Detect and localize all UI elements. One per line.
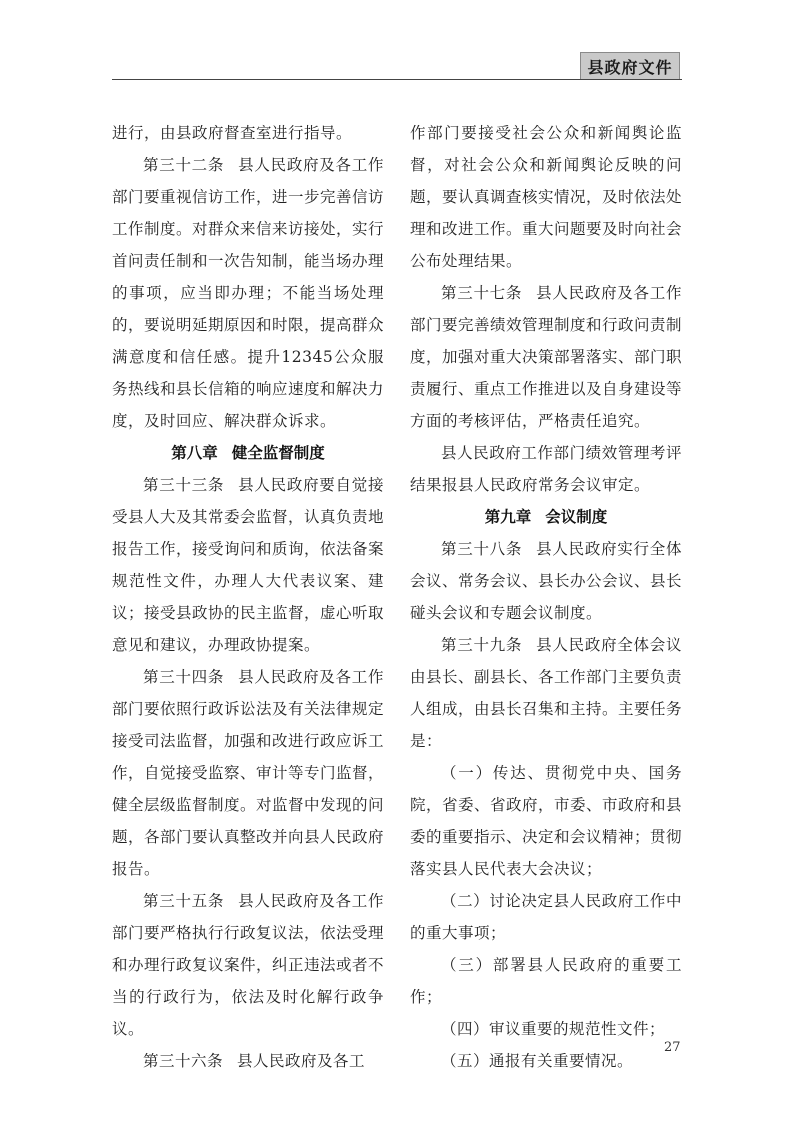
running-header-title: 县政府文件 (580, 52, 680, 80)
article-number: 第三十三条 (143, 476, 225, 494)
page-number: 27 (664, 1040, 681, 1055)
paragraph: 县人民政府工作部门绩效管理考评结果报县人民政府常务会议审定。 (410, 444, 682, 494)
list-item: （五）通报有关重要情况。 (441, 1052, 634, 1070)
chapter-number: 第八章 (171, 444, 218, 462)
article-text: 县人民政府及各工作部门要重视信访工作，进一步完善信访工作制度。对群众来信来访接处，实行首问责任制和一次告知制，能当场办理的事项，应当即办理；不能当场处理的，要说明延期原因和时限，提高群众满意度和信任感。提升12345公众服务热线和县长信箱的响应速度和解决力度，及时回应、解决群众诉求。 (112, 156, 385, 430)
article-text: 县人民政府要自觉接受县人大及其常委会监督，认真负责地报告工作，接受询问和质询，依法备案规范性文件，办理人大代表议案、建议；接受县政协的民主监督，虚心听取意见和建议，办理政协提案。 (112, 476, 385, 654)
list-item: （一）传达、贯彻党中央、国务院，省委、省政府，市委、市政府和县委的重要指示、决定和会议精神；贯彻落实县人民代表大会决议； (410, 764, 683, 878)
article-number: 第三十七条 (441, 284, 523, 302)
article-36 (112, 1045, 384, 1077)
article-number: 第三十八条 (441, 540, 523, 558)
article-number: 第三十二条 (143, 156, 225, 174)
article-33 (112, 469, 384, 661)
right-column (410, 117, 682, 1077)
header-rule (112, 79, 682, 80)
left-column (112, 117, 384, 1077)
article-38 (410, 533, 682, 629)
article-37 (410, 277, 682, 437)
chapter-title: 健全监督制度 (231, 444, 325, 462)
list-item: （二）讨论决定县人民政府工作中的重大事项； (410, 892, 682, 942)
article-35 (112, 885, 384, 1045)
article-text: 县人民政府及各工作部门要完善绩效管理制度和行政问责制度，加强对重大决策部署落实、部门职责履行、重点工作推进以及自身建设等方面的考核评估，严格责任追究。 (410, 284, 683, 430)
paragraph: 进行，由县政府督查室进行指导。 (112, 124, 353, 142)
article-text: 县人民政府实行全体会议、常务会议、县长办公会议、县长碰头会议和专题会议制度。 (410, 540, 683, 622)
chapter-heading (410, 501, 682, 533)
article-number: 第三十四条 (143, 668, 225, 686)
chapter-heading (112, 437, 384, 469)
article-text: 县人民政府及各工作部门要依照行政诉讼法及有关法律规定接受司法监督，加强和改进行政应诉工作，自觉接受监察、审计等专门监督，健全层级监督制度。对监督中发现的问题，各部门要认真整改并向县人民政府报告。 (112, 668, 385, 878)
article-32 (112, 149, 384, 437)
paragraph-continuation: 作部门要接受社会公众和新闻舆论监督，对社会公众和新闻舆论反映的问题，要认真调查核实情况，及时依法处理和改进工作。重大问题要及时向社会公布处理结果。 (410, 124, 683, 270)
article-number: 第三十五条 (143, 892, 225, 910)
article-number: 第三十九条 (441, 636, 523, 654)
article-text: 县人民政府及各工作部门要严格执行行政复议法，依法受理和办理行政复议案件，纠正违法或者不当的行政行为，依法及时化解行政争议。 (112, 892, 385, 1038)
chapter-title: 会议制度 (545, 508, 608, 526)
article-number: 第三十六条 (143, 1052, 224, 1070)
list-item: （三）部署县人民政府的重要工作； (410, 956, 682, 1006)
article-text: 县人民政府全体会议由县长、副县长、各工作部门主要负责人组成，由县长召集和主持。主要任务是： (410, 636, 683, 750)
list-item: （四）审议重要的规范性文件； (441, 1020, 666, 1038)
article-text: 县人民政府及各工 (237, 1052, 366, 1070)
article-39 (410, 629, 682, 757)
article-34 (112, 661, 384, 885)
chapter-number: 第九章 (484, 508, 532, 526)
